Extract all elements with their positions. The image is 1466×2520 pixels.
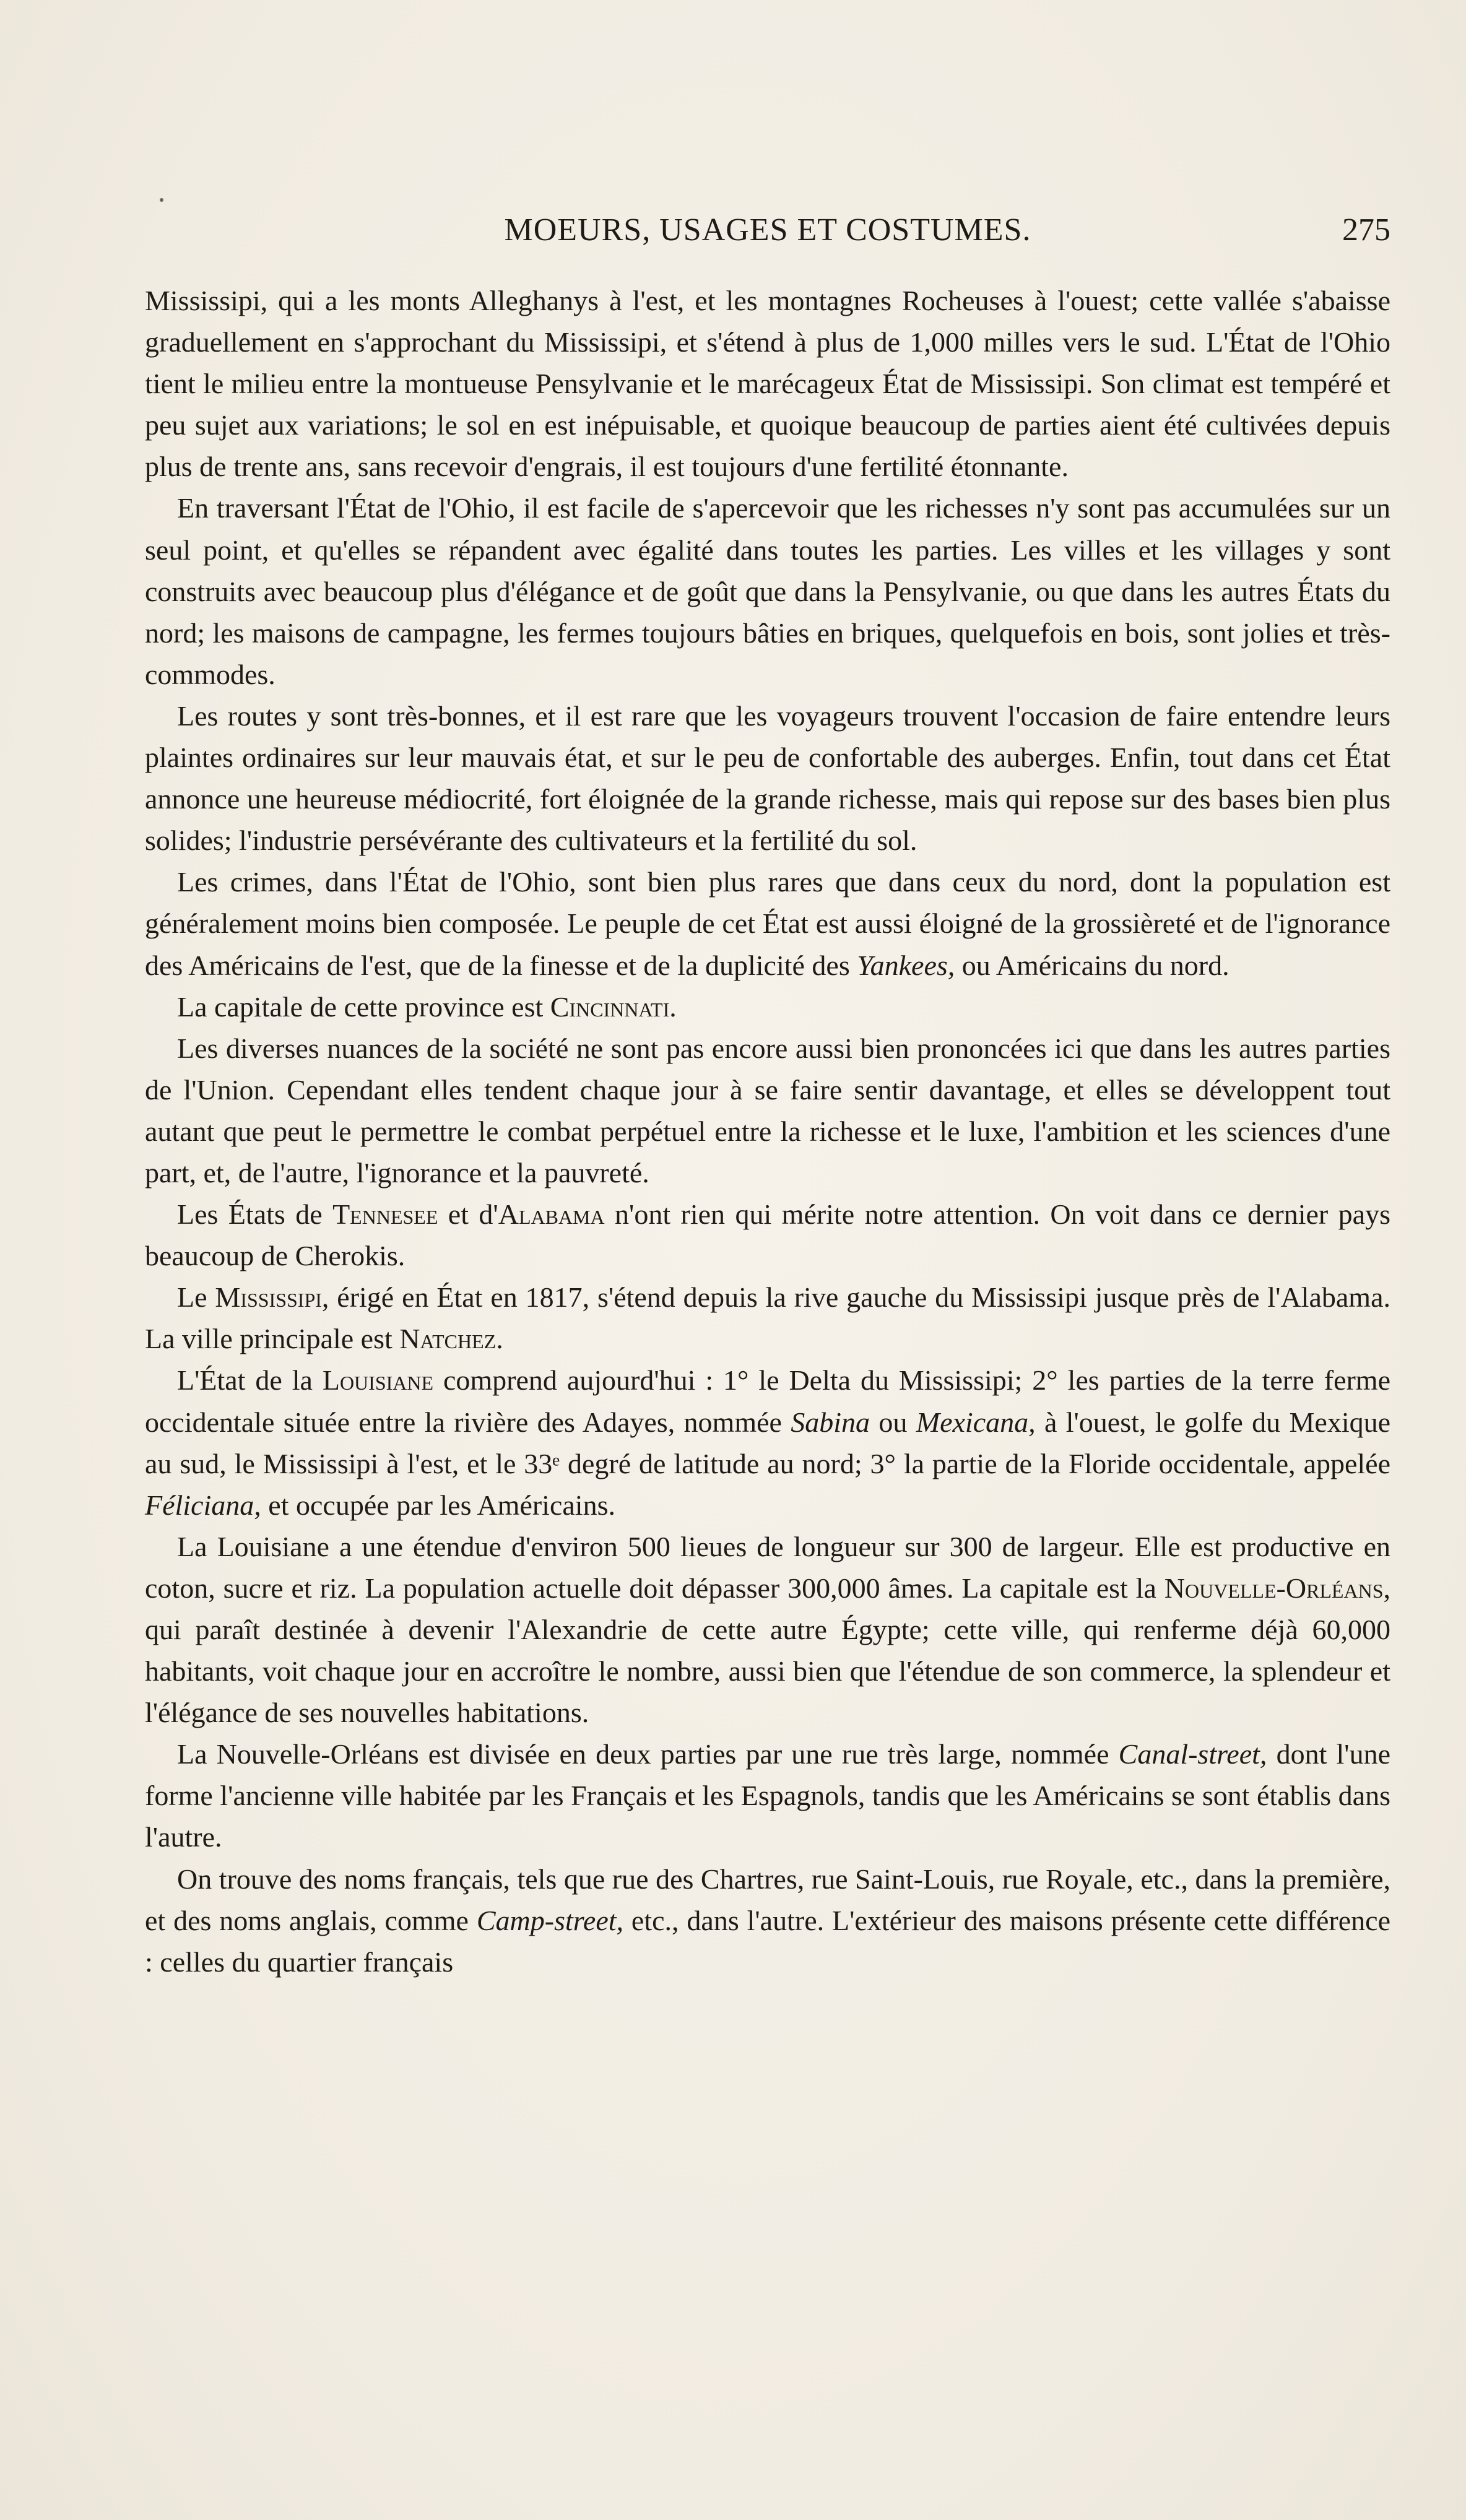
region-feliciana: Féliciana,: [145, 1489, 261, 1521]
paragraph-9: L'État de la Louisiane comprend aujourd'hui : 1° le Delta du Mississipi; 2° les parties de la terre ferme occidentale située entre la rivière des Adayes, nommée Sabina ou Mexicana, à l'ouest, le golfe du Mexique au sud, le Mississipi à l'est, et le 33ᵉ degré de latitude au nord; 3° la partie de la Floride occidentale, appelée Féliciana, et occupée par les Américains.: [145, 1364, 1391, 1521]
ink-speck: [160, 198, 163, 202]
city-natchez: Natchez: [399, 1323, 497, 1355]
page-number: 275: [1342, 212, 1390, 248]
state-mississipi: Mississipi: [215, 1281, 322, 1314]
yankees-term: Yankees,: [857, 949, 955, 981]
paragraph-1: Mississipi, qui a les monts Alleghanys à l'est, et les montagnes Rocheuses à l'ouest; cette vallée s'abaisse graduellement en s'approchant du Mississipi, et s'étend à plus de 1,000 milles vers le sud. L'État de l'Ohio tient le milieu entre la montueuse Pensylvanie et le marécageux État de Mississipi. Son climat est tempéré et peu sujet aux variations; le sol en est inépuisable, et quoique beaucoup de parties aient été cultivées depuis plus de trente ans, sans recevoir d'engrais, il est toujours d'une fertilité étonnante.: [145, 285, 1390, 483]
state-alabama: Alabama: [498, 1198, 605, 1231]
page-header: [145, 209, 1390, 253]
paragraph-6: Les diverses nuances de la société ne sont pas encore aussi bien prononcées ici que dans les autres parties de l'Union. Cependant elles tendent chaque jour à se faire sentir davantage, et elles se développent tout autant que peut le permettre le combat perpétuel entre la richesse et le luxe, l'ambition et les sciences d'une part, et, de l'autre, l'ignorance et la pauvreté.: [145, 1032, 1390, 1189]
body-text: [145, 280, 1390, 1983]
paragraph-12: On trouve des noms français, tels que rue des Chartres, rue Saint-Louis, rue Royale, etc., dans la première, et des noms anglais, comme Camp-street, etc., dans l'autre. L'extérieur des maisons présente cette différence : celles du quartier français: [145, 1863, 1390, 1978]
state-louisiane: Louisiane: [322, 1364, 434, 1396]
paragraph-5: La capitale de cette province est Cincinnati.: [177, 990, 677, 1023]
river-sabina: Sabina: [791, 1406, 870, 1438]
street-canal: Canal-street,: [1118, 1738, 1267, 1770]
paragraph-11: La Nouvelle-Orléans est divisée en deux parties par une rue très large, nommée Canal-street, dont l'une forme l'ancienne ville habitée par les Français et les Espagnols, tandis que les Américains se sont établis dans l'autre.: [145, 1738, 1390, 1853]
paragraph-7: Les États de Tennesee et d'Alabama n'ont rien qui mérite notre attention. On voit dans ce dernier pays beaucoup de Cherokis.: [145, 1198, 1390, 1272]
city-cincinnati: Cincinnati: [550, 990, 670, 1023]
city-nouvelle-orleans: Nouvelle-Orléans: [1164, 1572, 1384, 1604]
paragraph-8: Le Mississipi, érigé en État en 1817, s'étend depuis la rive gauche du Mississipi jusque près de l'Alabama. La ville principale est Natchez.: [145, 1281, 1390, 1355]
paragraph-2: En traversant l'État de l'Ohio, il est facile de s'apercevoir que les richesses n'y sont pas accumulées sur un seul point, et qu'elles se répandent avec égalité dans toutes les parties. Les villes et les villages y sont construits avec beaucoup plus d'élégance et de goût que dans la Pensylvanie, ou que dans les autres États du nord; les maisons de campagne, les fermes toujours bâties en briques, quelquefois en bois, sont jolies et très-commodes.: [145, 492, 1390, 690]
paragraph-4: Les crimes, dans l'État de l'Ohio, sont bien plus rares que dans ceux du nord, dont la population est généralement moins bien composée. Le peuple de cet État est aussi éloigné de la grossièreté et de l'ignorance des Américains de l'est, que de la finesse et de la duplicité des Yankees, ou Américains du nord.: [145, 866, 1390, 981]
state-tennesee: Tennesee: [332, 1198, 438, 1231]
running-title: MOEURS, USAGES ET COSTUMES.: [504, 212, 1031, 248]
street-camp: Camp-street,: [476, 1904, 624, 1936]
paragraph-3: Les routes y sont très-bonnes, et il est rare que les voyageurs trouvent l'occasion de faire entendre leurs plaintes ordinaires sur leur mauvais état, et sur le peu de confortable des auberges. Enfin, tout dans cet État annonce une heureuse médiocrité, fort éloignée de la grande richesse, mais qui repose sur des bases bien plus solides; l'industrie persévérante des cultivateurs et la fertilité du sol.: [145, 699, 1390, 857]
river-mexicana: Mexicana,: [916, 1406, 1036, 1438]
paragraph-10: La Louisiane a une étendue d'environ 500 lieues de longueur sur 300 de largeur. Elle est productive en coton, sucre et riz. La population actuelle doit dépasser 300,000 âmes. La capitale est la Nouvelle-Orléans, qui paraît destinée à devenir l'Alexandrie de cette autre Égypte; cette ville, qui renferme déjà 60,000 habitants, voit chaque jour en accroître le nombre, aussi bien que l'étendue de son commerce, la splendeur et l'élégance de ses nouvelles habitations.: [145, 1530, 1390, 1729]
